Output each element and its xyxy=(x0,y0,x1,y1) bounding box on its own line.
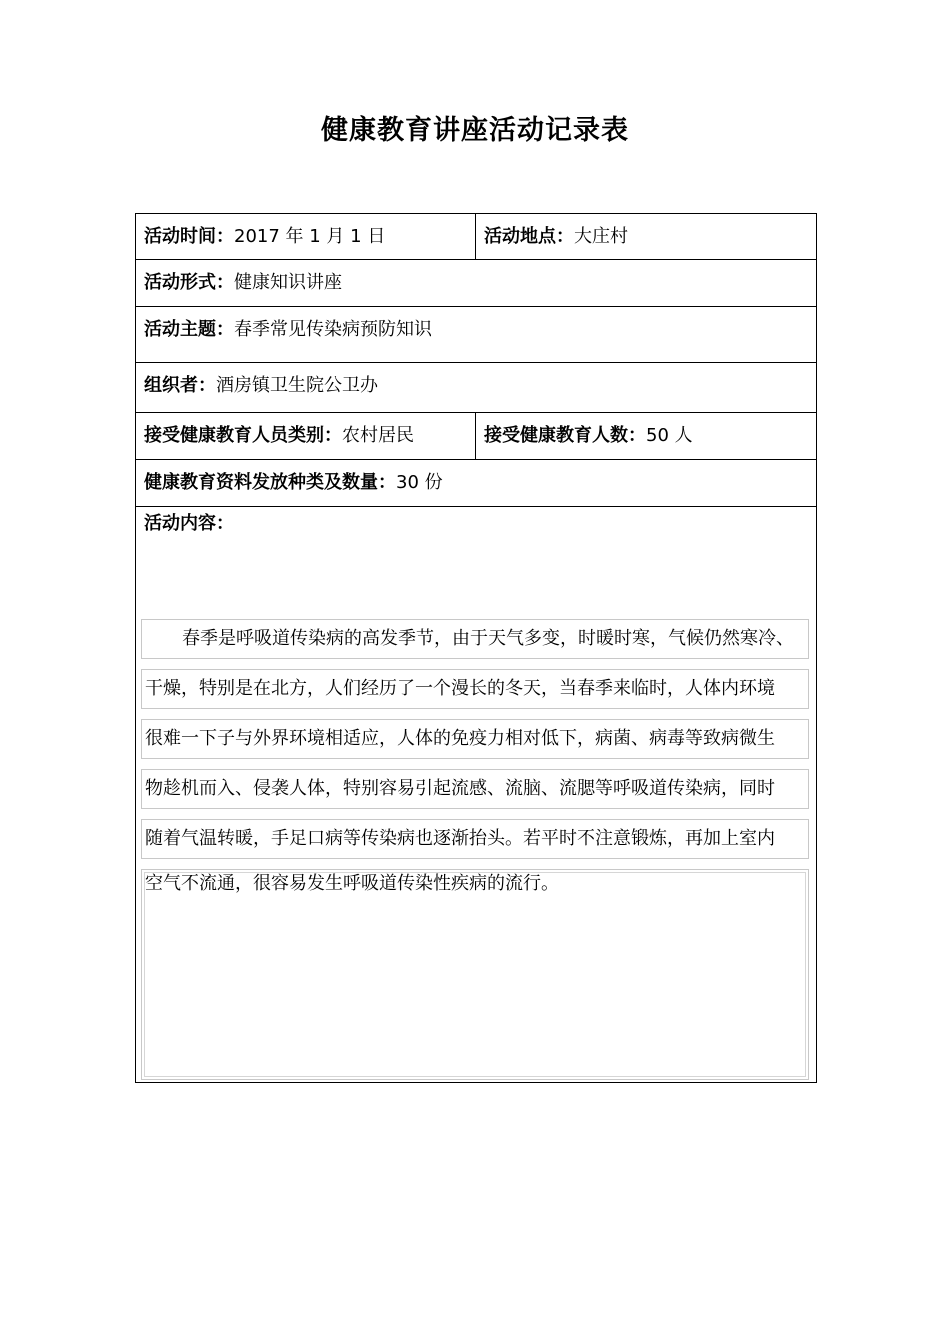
content-line: 随着气温转暖，手足口病等传染病也逐渐抬头。若平时不注意锻炼，再加上室内 xyxy=(141,819,809,859)
audience-count-value: 50 人 xyxy=(646,425,693,446)
row-organizer xyxy=(136,363,816,413)
organizer-value: 酒房镇卫生院公卫办 xyxy=(216,375,378,396)
cell-audience-type xyxy=(136,413,476,459)
activity-format-label: 活动形式： xyxy=(144,272,234,293)
record-table xyxy=(135,213,817,1083)
cell-activity-location xyxy=(476,214,816,259)
content-line: 春季是呼吸道传染病的高发季节，由于天气多变，时暖时寒，气候仍然寒冷、 xyxy=(141,619,809,659)
row-time-location xyxy=(136,214,816,260)
cell-organizer xyxy=(136,363,816,412)
row-theme xyxy=(136,307,816,363)
organizer-label: 组织者： xyxy=(144,375,216,396)
activity-content-section xyxy=(136,507,816,1082)
activity-time-value: 2017 年 1 月 1 日 xyxy=(234,226,386,247)
cell-activity-time xyxy=(136,214,476,259)
materials-value: 30 份 xyxy=(396,472,443,493)
content-line: 物趁机而入、侵袭人体，特别容易引起流感、流脑、流腮等呼吸道传染病，同时 xyxy=(141,769,809,809)
cell-materials xyxy=(136,460,816,506)
cell-activity-theme xyxy=(136,307,816,362)
row-format xyxy=(136,260,816,307)
activity-location-label: 活动地点： xyxy=(484,226,574,247)
activity-format-value: 健康知识讲座 xyxy=(234,272,342,293)
cell-activity-format xyxy=(136,260,816,306)
row-materials xyxy=(136,460,816,507)
audience-count-label: 接受健康教育人数： xyxy=(484,425,646,446)
activity-theme-label: 活动主题： xyxy=(144,319,234,340)
content-line: 干燥，特别是在北方，人们经历了一个漫长的冬天，当春季来临时，人体内环境 xyxy=(141,669,809,709)
cell-audience-count xyxy=(476,413,816,459)
audience-type-label: 接受健康教育人员类别： xyxy=(144,425,342,446)
activity-time-label: 活动时间： xyxy=(144,226,234,247)
activity-content-label: 活动内容： xyxy=(144,513,234,534)
content-line: 很难一下子与外界环境相适应，人体的免疫力相对低下，病菌、病毒等致病微生 xyxy=(141,719,809,759)
row-audience xyxy=(136,413,816,460)
content-line: 空气不流通，很容易发生呼吸道传染性疾病的流行。 xyxy=(141,869,809,1080)
materials-label: 健康教育资料发放种类及数量： xyxy=(144,472,396,493)
activity-location-value: 大庄村 xyxy=(574,226,628,247)
page-title: 健康教育讲座活动记录表 xyxy=(321,115,629,146)
activity-theme-value: 春季常见传染病预防知识 xyxy=(234,319,432,340)
audience-type-value: 农村居民 xyxy=(342,425,414,446)
